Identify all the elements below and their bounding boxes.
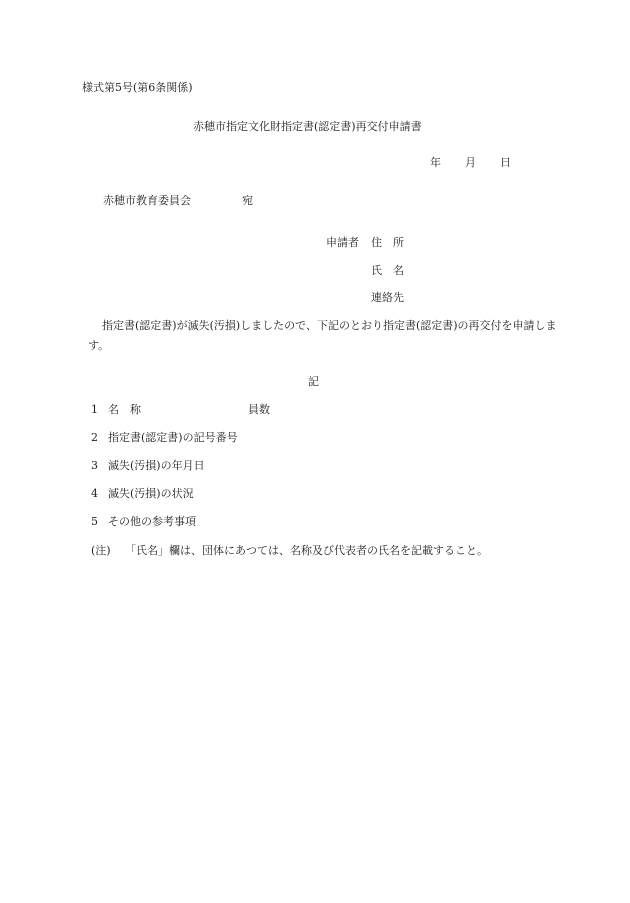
item-label: 指定書(認定書)の記号番号 [108, 431, 238, 444]
form-number: 様式第5号(第6条関係) [82, 81, 193, 94]
ki-heading: 記 [308, 375, 319, 388]
date-month-label: 月 [465, 156, 476, 169]
item-label: その他の参考事項 [108, 515, 196, 528]
addressee-suffix: 宛 [242, 194, 253, 207]
item-label: 名 称 [108, 403, 141, 416]
applicant-name-label: 氏 名 [371, 264, 404, 277]
addressee-name: 赤穂市教育委員会 [103, 194, 191, 207]
date-year-label: 年 [430, 156, 441, 169]
item-label: 滅失(汚損)の年月日 [108, 459, 205, 472]
date-day-label: 日 [500, 156, 511, 169]
applicant-contact-label: 連絡先 [371, 291, 404, 304]
applicant-label: 申請者 [326, 236, 359, 249]
item-extra-label: 員数 [248, 403, 270, 416]
note-label: (注) [91, 544, 111, 557]
item-number: 1 [91, 403, 98, 416]
application-statement: 指定書(認定書)が滅失(汚損)しましたので、下記のとおり指定書(認定書)の再交付を申請します。 [88, 319, 557, 352]
item-number: 5 [91, 515, 98, 528]
item-number: 3 [91, 459, 98, 472]
item-number: 2 [91, 431, 98, 444]
item-label: 滅失(汚損)の状況 [108, 487, 194, 500]
item-number: 4 [91, 487, 98, 500]
note-text: 「氏名」欄は、団体にあつては、名称及び代表者の氏名を記載すること。 [125, 544, 488, 557]
applicant-address-label: 住 所 [371, 236, 404, 249]
document-title: 赤穂市指定文化財指定書(認定書)再交付申請書 [193, 120, 422, 133]
